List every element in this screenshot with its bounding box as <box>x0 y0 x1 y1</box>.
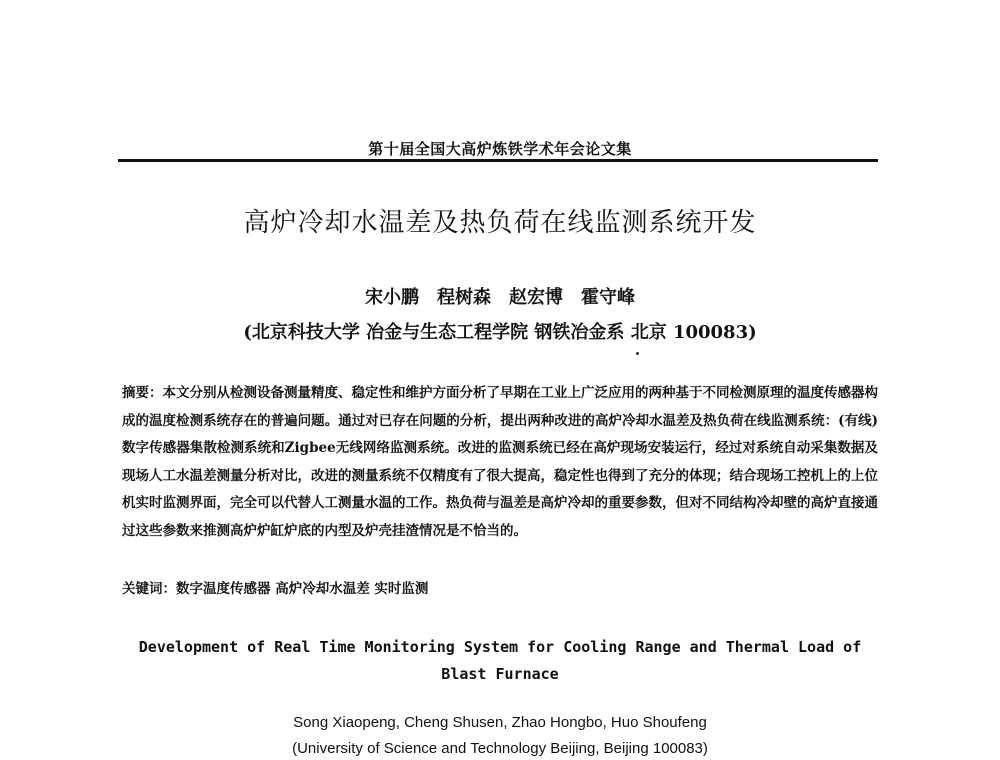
keywords-block <box>122 577 878 597</box>
header-rule <box>118 159 878 162</box>
affiliation-cn: (北京科技大学 冶金与生态工程学院 钢铁冶金系 北京 100083) <box>243 322 757 343</box>
paper-title-en: Development of Real Time Monitoring System for Cooling Range and Thermal Load of Blast Furnace <box>138 638 862 683</box>
keywords-text: 数字温度传感器 高炉冷却水温差 实时监测 <box>176 581 429 597</box>
running-header: 第十届全国大高炉炼铁学术年会论文集 <box>368 140 632 158</box>
keywords-label: 关键词： <box>122 581 176 597</box>
scan-dot <box>636 352 639 355</box>
authors-cn: 宋小鹏 程树森 赵宏博 霍守峰 <box>365 287 635 308</box>
affiliation-en: (University of Science and Technology Beijing, Beijing 100083) <box>292 740 708 757</box>
abstract-block <box>122 380 878 545</box>
abstract-text: 本文分别从检测设备测量精度、稳定性和维护方面分析了早期在工业上广泛应用的两种基于不同检测原理的温度传感器构成的温度检测系统存在的普遍问题。通过对已存在问题的分析，提出两种改进的高炉冷却水温差及热负荷在线监测系统：(有线)数字传感器集散检测系统和Zigbee无线网络监测系统。改进的监测系统已经在高炉现场安装运行，经过对系统自动采集数据及现场人工水温差测量分析对比，改进的测量系统不仅精度有了很大提高，稳定性也得到了充分的体现；结合现场工控机上的上位机实时监测界面，完全可以代替人工测量水温的工作。热负荷与温差是高炉冷却的重要参数，但对不同结构冷却壁的高炉直接通过这些参数来推测高炉炉缸炉底的内型及炉壳挂渣情况是不恰当的。 <box>122 385 878 539</box>
paper-title-cn: 高炉冷却水温差及热负荷在线监测系统开发 <box>243 208 757 238</box>
abstract-label: 摘要： <box>122 385 163 401</box>
authors-en: Song Xiaopeng, Cheng Shusen, Zhao Hongbo, Huo Shoufeng <box>293 714 707 731</box>
